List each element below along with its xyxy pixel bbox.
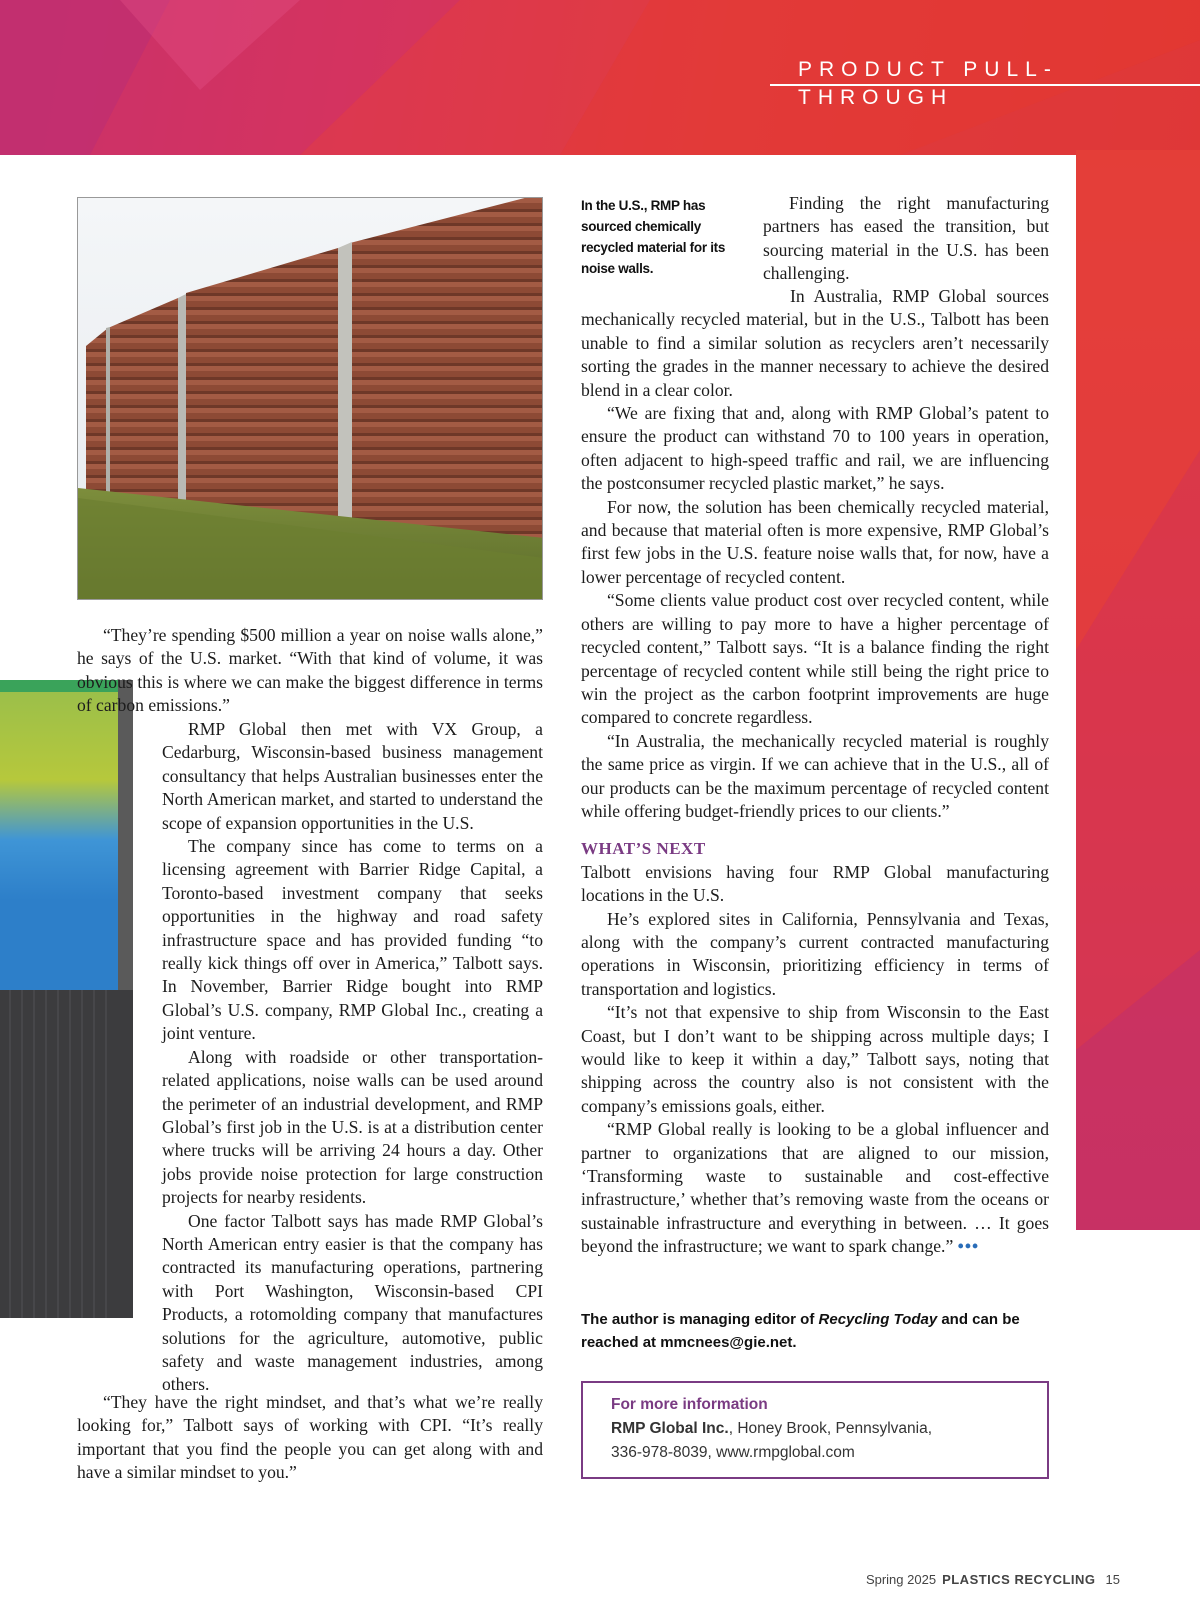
section-heading-whats-next: WHAT’S NEXT (581, 839, 706, 859)
left-paragraph-5: One factor Talbott says has made RMP Global’s North American entry easier is that the company has contracted its manufacturing operations, partnering with Port Washington, Wisconsin-based CPI Products, a rotomolding company that manufactures solutions for the agriculture, automotive, public safety and waste management industries, among others. (162, 1210, 543, 1395)
left-paragraph-3: The company since has come to terms on a licensing agreement with Barrier Ridge Capital, a Toronto-based investment company that seeks opportunities in the highway and road safety infrastructure space and has provided funding “to really kick things off over in America,” Talbott says. In November, Barrier Ridge bought into RMP Global’s U.S. company, RMP Global Inc., creating a joint venture. (162, 836, 543, 1044)
right-paragraph-3: For now, the solution has been chemically recycled material, and because that material often is more expensive, RMP Global’s first few jobs in the U.S. feature noise walls that, for now, have a lower percentage of recycled content. (581, 496, 1049, 587)
photo-caption: In the U.S., RMP has sourced chemically recycled material for its noise walls. (581, 198, 726, 276)
info-box-location: , Honey Brook, Pennsylvania, (728, 1420, 933, 1437)
page-number: 15 (1105, 1572, 1120, 1587)
author-publication: Recycling Today (818, 1311, 938, 1328)
author-note (581, 1308, 1049, 1354)
header-banner (0, 0, 1200, 155)
right-paragraph-4: “Some clients value product cost over recycled content, while others are willing to pay more to have a higher percentage of recycled content,” Talbott says. “It is a balance finding the right percentage of recycled content while still being the right price to win the project as the carbon footprint improvements are huge compared to concrete regardless. (581, 590, 1049, 728)
left-column-bottom (77, 1391, 543, 1485)
end-mark-icon: ••• (957, 1236, 980, 1257)
footer-issue: Spring 2025 (865, 1572, 937, 1587)
right-final-text: “RMP Global really is looking to be a global influencer and partner to organizations that are aligned to our mission, ‘Transforming waste to sustainable and cost-effective infrastructure,’ whether that’s removing waste from the oceans or sustainable infrastructure and everything in between. … It goes beyond the infrastructure; we want to spark change.” (581, 1119, 1049, 1257)
footer-magazine: PLASTICS RECYCLING (942, 1572, 1096, 1587)
author-prefix: The author is managing editor of (581, 1311, 819, 1328)
left-column-body (162, 718, 543, 1397)
info-box-contact: 336-978-8039, www.rmpglobal.com (611, 1444, 855, 1461)
right-paragraph-5: “In Australia, the mechanically recycled material is roughly the same price as virgin. If we can achieve that in the U.S., all of our products can be the maximum percentage of recycled content while offering budget-friendly prices to our clients.” (581, 730, 1049, 821)
right-intro-paragraph: Finding the right manufacturing partners has eased the transition, but sourcing material in the U.S. has been challenging. (763, 193, 1049, 284)
right-column-body (581, 285, 1049, 1259)
noise-wall-photo (77, 197, 543, 600)
right-next-paragraph-1: He’s explored sites in California, Pennsylvania and Texas, along with the company’s current contracted manufacturing operations in Wisconsin, prioritizing efficiency in terms of transportation and logistics. (581, 908, 1049, 999)
right-paragraph-1: In Australia, RMP Global sources mechanically recycled material, but in the U.S., Talbott has been unable to find a similar solution as recyclers aren’t necessarily sorting the grades in the manner necessary to achieve the desired blend in a clear color. (581, 286, 1049, 400)
left-paragraph-1: “They’re spending $500 million a year on noise walls alone,” he says of the U.S. market. “With that kind of volume, it was obvious this is where we can make the biggest difference in terms of carbon emissions.” (77, 625, 543, 716)
info-box-company: RMP Global Inc. (611, 1420, 729, 1437)
right-next-paragraph-2: “It’s not that expensive to ship from Wisconsin to the East Coast, but I don’t want to be shipping across multiple days; I would like to keep it within a day,” Talbott says, noting that shipping across the country also is not consistent with the company’s emissions goals, either. (581, 1002, 1049, 1116)
left-paragraph-4: Along with roadside or other transportation-related applications, noise walls can be used around the perimeter of an industrial development, and RMP Global’s first job in the U.S. is at a distribution center where trucks will be arriving 24 hours a day. Other jobs provide noise protection for large construction projects for nearby residents. (162, 1046, 543, 1208)
right-decoration (1076, 150, 1200, 1230)
noise-wall-side-image (0, 680, 133, 1318)
info-box-title: For more information (611, 1396, 768, 1413)
author-suffix: and can be reached at mmcnees@gie.net. (581, 1311, 1020, 1351)
right-final-paragraph (581, 1118, 1049, 1258)
section-label: PRODUCT PULL-THROUGH (770, 56, 1200, 86)
info-box (581, 1381, 1049, 1479)
info-box-company-line (611, 1417, 1019, 1441)
left-paragraph-6: “They have the right mindset, and that’s what we’re really looking for,” Talbott says of working with CPI. “It’s really important that you find the people you can get along with and have a similar mindset to you.” (77, 1392, 543, 1483)
right-column-intro (763, 192, 1049, 286)
right-next-first-paragraph: Talbott envisions having four RMP Global manufacturing locations in the U.S. (581, 861, 1049, 906)
page-footer (866, 1572, 1120, 1587)
left-column-top (77, 624, 543, 718)
left-paragraph-2: RMP Global then met with VX Group, a Cedarburg, Wisconsin-based business management consultancy that helps Australian businesses enter the North American market, and started to understand the scope of expansion opportunities in the U.S. (162, 719, 543, 833)
right-paragraph-2: “We are fixing that and, along with RMP Global’s patent to ensure the product can withstand 70 to 100 years in operation, often adjacent to high-speed traffic and rail, we are influencing the postconsumer recycled plastic market,” he says. (581, 403, 1049, 494)
